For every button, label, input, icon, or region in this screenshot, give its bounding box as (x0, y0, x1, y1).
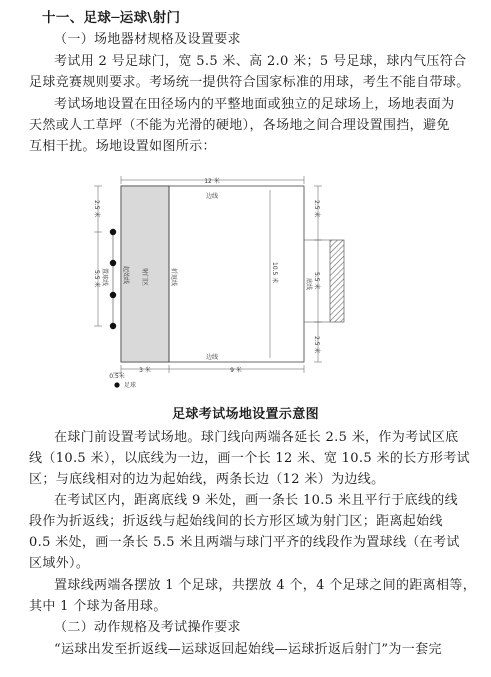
dim-right-top: 2.5 米 (313, 200, 320, 218)
legend-label: 足球 (124, 382, 137, 389)
paragraph-line: 互相干扰。场地设置如图所示： (29, 139, 216, 154)
paragraph-line: 置球线两端各摆放 1 个足球，共摆放 4 个，4 个足球之间的距离相等， (54, 578, 477, 593)
dim-right-mid: 5.5 米 (313, 272, 320, 290)
paragraph-line: 在考试区内，距离底线 9 米处，画一条长 10.5 米且平行于底线的线 (54, 493, 458, 508)
section1-title: （一）场地器材规格及设置要求 (54, 32, 241, 47)
paragraph-line: 段作为折返线；折返线与起始线间的长方形区域为射门区；距离起始线 (29, 514, 443, 529)
dim-9m: 9 米 (230, 367, 242, 374)
dim-10-5m: 10.5 米 (271, 262, 278, 284)
dim-05m: 0.5米 (109, 373, 125, 380)
dim-12m: 12 米 (204, 178, 220, 185)
ball (110, 260, 116, 266)
paragraph-line: 在球门前设置考试场地。球门线向两端各延长 2.5 米，作为考试区底 (54, 430, 459, 445)
turn-line-label: 折返线 (170, 268, 177, 287)
ball (110, 229, 116, 235)
paragraph-line: 区域外）。 (29, 556, 90, 571)
place-line-label: 置球线 (101, 268, 108, 287)
paragraph-line: 足球竞赛规则要求。考场统一提供符合国家标准的用球，考生不能自带球。 (29, 75, 470, 90)
paragraph-line: 天然或人工草坪（不能为光滑的硬地），各场地之间合理设置围挡，避免 (29, 118, 450, 133)
dim-right-bottom: 2.5 米 (313, 336, 320, 354)
bottom-side-line-label: 边线 (205, 354, 219, 361)
paragraph-line: 线（10.5 米），以底线为一边，画一个长 12 米、宽 10.5 米的长方形考试 (29, 451, 470, 466)
paragraph-line: 0.5 米处，画一条长 5.5 米且两端与球门平齐的线段作为置球线（在考试 (29, 535, 460, 550)
ball (110, 323, 116, 329)
dim-3m: 3 米 (139, 367, 151, 374)
shoot-zone-label: 射门区 (141, 268, 148, 287)
dim-left-mid: 5.5 米 (93, 270, 100, 288)
paragraph-line: 考试用 2 号足球门，宽 5.5 米、高 2.0 米；5 号足球，球内气压符合 (54, 54, 467, 69)
page-heading: 十一、足球─运球\射门 (42, 10, 181, 26)
paragraph-line: 区；与底线相对的边为起始线，两条长边（12 米）为边线。 (29, 472, 385, 487)
end-line-label: 底线 (305, 278, 312, 291)
paragraph-line: “运球出发至折返线—运球返回起始线—运球折返后射门”为一套完 (54, 642, 442, 657)
paragraph-line: 考试场地设置在田径场内的平整地面或独立的足球场上，场地表面为 (54, 97, 455, 112)
top-side-line-label: 边线 (205, 193, 219, 200)
paragraph-line: 其中 1 个球为备用球。 (29, 599, 167, 614)
diagram-caption: 足球考试场地设置示意图 (172, 407, 319, 422)
ball (110, 292, 116, 298)
section2-title: （二）动作规格及考试操作要求 (54, 620, 241, 635)
goal (330, 240, 344, 322)
start-line-label: 起始线 (122, 266, 129, 285)
dim-left-top: 2.5 米 (93, 200, 100, 218)
legend-ball (114, 382, 119, 387)
